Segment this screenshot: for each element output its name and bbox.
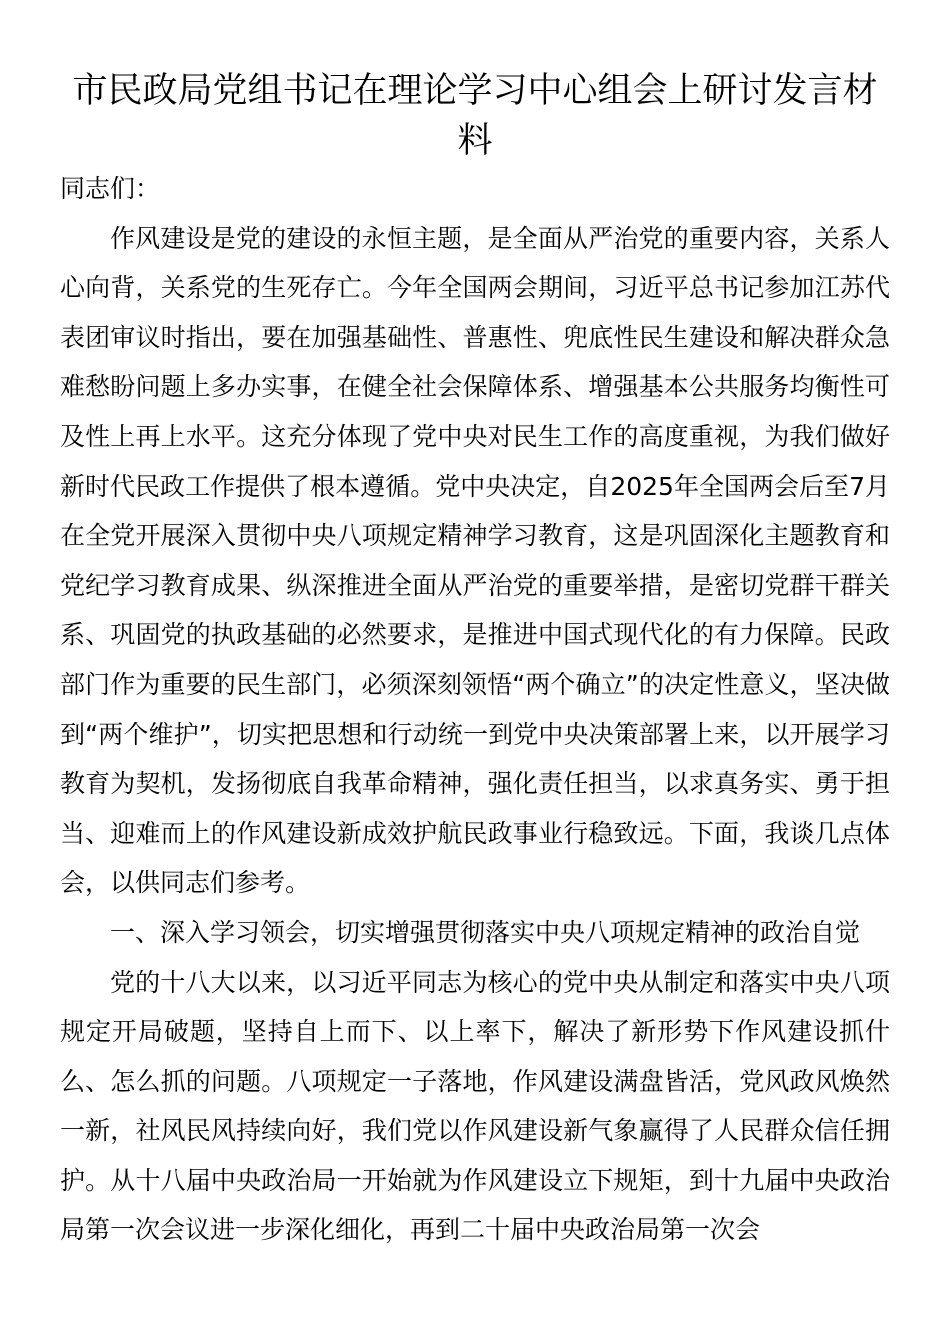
paragraph-intro: 作风建设是党的建设的永恒主题，是全面从严治党的重要内容，关系人心向背，关系党的生死存亡。今年全国两会期间，习近平总书记参加江苏代表团审议时指出，要在加强基础性、普惠性、兜底性民生建设和解决群众急难愁盼问题上多办实事，在健全社会保障体系、增强基本公共服务均衡性可及性上再上水平。这充分体现了党中央对民生工作的高度重视，为我们做好新时代民政工作提供了根本遵循。党中央决定，自2025年全国两会后至7月在全党开展深入贯彻中央八项规定精神学习教育，这是巩固深化主题教育和党纪学习教育成果、纵深推进全面从严治党的重要举措，是密切党群干群关系、巩固党的执政基础的必然要求，是推进中国式现代化的有力保障。民政部门作为重要的民生部门，必须深刻领悟“两个确立”的决定性意义，坚决做到“两个维护”，切实把思想和行动统一到党中央决策部署上来，以开展学习教育为契机，发扬彻底自我革命精神，强化责任担当，以求真务实、勇于担当、迎难而上的作风建设新成效护航民政事业行稳致远。下面，我谈几点体会，以供同志们参考。 [60,223,890,898]
document-title: 市民政局党组书记在理论学习中心组会上研讨发言材料 [72,71,878,161]
paragraph-section-1: 党的十八大以来，以习近平同志为核心的党中央从制定和落实中央八项规定开局破题，坚持自上而下、以上率下，解决了新形势下作风建设抓什么、怎么抓的问题。八项规定一子落地，作风建设满盘皆活，党风政风焕然一新，社风民风持续向好，我们党以作风建设新气象赢得了人民群众信任拥护。从十八届中央政治局一开始就为作风建设立下规矩，到十九届中央政治局第一次会议进一步深化细化，再到二十届中央政治局第一次会 [60,967,890,1245]
document-body [60,164,890,1255]
section-heading-1: 一、深入学习领会，切实增强贯彻落实中央八项规定精神的政治自觉 [110,917,861,947]
salutation: 同志们： [60,174,161,203]
